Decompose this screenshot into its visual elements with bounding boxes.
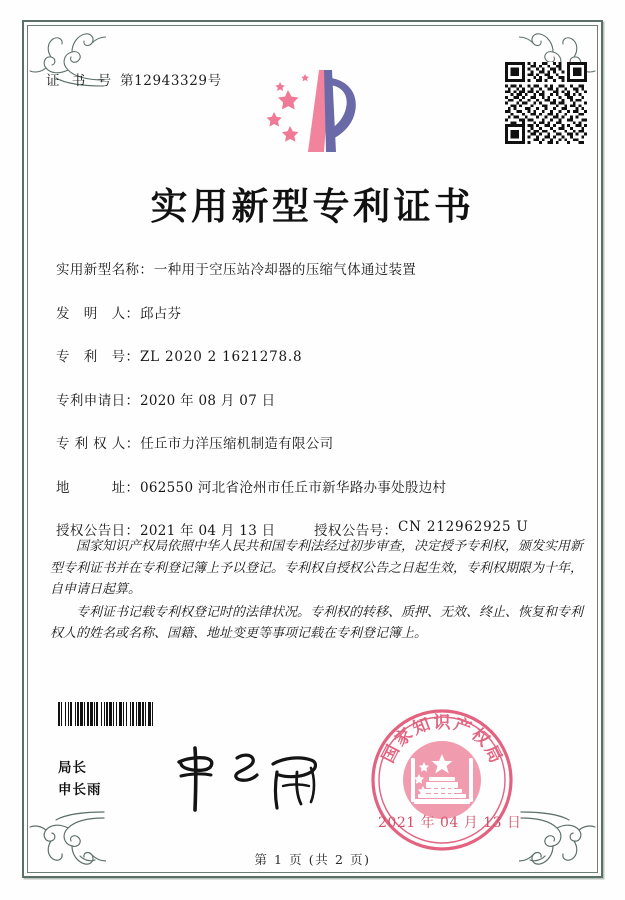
svg-text:产: 产 xyxy=(450,714,474,740)
field-row-inventor xyxy=(56,302,585,322)
field-value-address: 062550 河北省沧州市任丘市新华路办事处殷边村 xyxy=(140,479,447,496)
svg-text:知: 知 xyxy=(410,714,434,740)
field-row-address xyxy=(56,476,585,496)
handwritten-signature xyxy=(165,742,325,816)
page-title: 实用新型专利证书 xyxy=(150,184,475,228)
certificate-number-prefix: 第 xyxy=(120,73,135,89)
field-row-patentee xyxy=(56,432,585,452)
body-paragraph-1: 国家知识产权局依照中华人民共和国专利法经过初步审查，决定授予专利权，颁发实用新型专利证书并在专利登记簿上予以登记。专利权自授权公告之日起生效，专利权期限为十年，自申请日起算。 xyxy=(50,539,584,597)
certificate-number-suffix: 号 xyxy=(207,73,222,89)
svg-text:国: 国 xyxy=(378,742,404,767)
field-colon: ： xyxy=(125,479,139,496)
field-row-patent-number xyxy=(56,345,585,365)
field-colon: ： xyxy=(125,305,139,322)
field-colon: ： xyxy=(125,392,139,409)
field-label-inventor: 发 明 人 xyxy=(56,305,126,322)
svg-text:权: 权 xyxy=(467,724,494,751)
qr-code-icon xyxy=(505,62,587,144)
field-label-application-date: 专利申请日 xyxy=(56,392,126,409)
field-label-address: 地 址 xyxy=(56,479,126,496)
signature-name: 申长雨 xyxy=(58,782,102,798)
svg-text:局: 局 xyxy=(480,742,506,767)
fields-section xyxy=(56,258,585,563)
svg-text:家: 家 xyxy=(390,724,417,751)
field-value-application-date: 2020 年 08 月 07 日 xyxy=(140,392,276,409)
field-row-invention-name xyxy=(56,258,585,278)
body-text xyxy=(50,536,583,646)
field-colon: ： xyxy=(125,523,139,539)
field-label-invention-name: 实用新型名称 xyxy=(56,262,140,278)
svg-text:识: 识 xyxy=(433,713,451,733)
field-label-patent-number: 专 利 号 xyxy=(56,349,126,365)
barcode-icon xyxy=(58,702,236,726)
signature-block xyxy=(58,757,102,801)
field-label-grant-number: 授权公告号 xyxy=(314,523,384,539)
field-row-application-date xyxy=(56,389,585,409)
field-value-grant-date: 2021 年 04 月 13 日 xyxy=(140,523,276,539)
certificate-number-label: 证 书 号 xyxy=(46,73,116,89)
corner-ornament-bottom-right xyxy=(519,808,605,880)
body-paragraph-2: 专利证书记载专利权登记时的法律状况。专利权的转移、质押、无效、终止、恢复和专利权人的姓名或名称、国籍、地址变更等事项记载在专利登记簿上。 xyxy=(50,604,584,641)
seal-date: 2021 年 04 月 13 日 xyxy=(378,815,522,831)
field-colon: ： xyxy=(125,349,139,365)
field-value-invention-name: 一种用于空压站冷却器的压缩气体通过装置 xyxy=(153,262,417,278)
field-value-inventor: 邱占芬 xyxy=(140,305,182,322)
field-value-grant-number: CN 212962925 U xyxy=(398,519,529,535)
signature-role: 局长 xyxy=(58,760,87,776)
field-colon: ： xyxy=(139,262,153,278)
certificate-number xyxy=(46,69,222,89)
field-label-patentee: 专 利 权 人 xyxy=(56,436,126,452)
field-label-grant-date: 授权公告日 xyxy=(56,523,126,539)
corner-ornament-bottom-left xyxy=(20,808,106,880)
certificate-number-value: 12943329 xyxy=(134,73,208,89)
page-footer: 第 1 页 (共 2 页) xyxy=(254,852,371,867)
field-colon: ： xyxy=(383,523,397,539)
cnipa-logo-icon xyxy=(258,62,362,162)
field-value-patentee: 任丘市力洋压缩机制造有限公司 xyxy=(140,436,334,452)
field-colon: ： xyxy=(125,436,140,452)
field-value-patent-number: ZL 2020 2 1621278.8 xyxy=(140,349,303,365)
